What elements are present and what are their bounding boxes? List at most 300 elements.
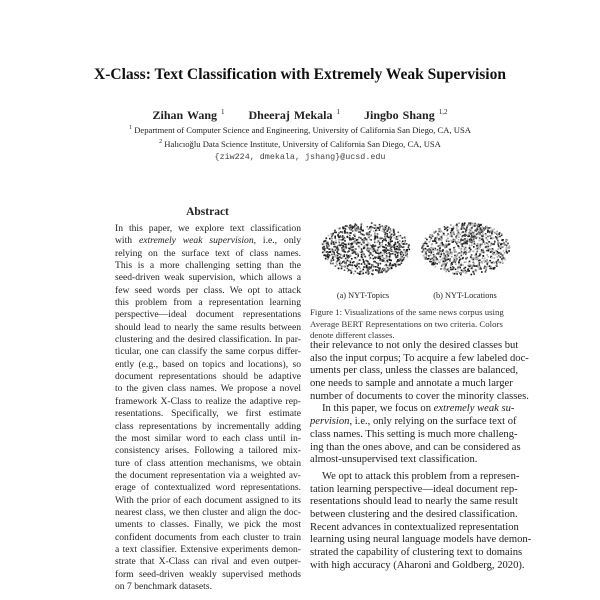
scatter-point xyxy=(350,245,352,247)
scatter-point xyxy=(428,255,430,257)
scatter-point xyxy=(348,227,350,229)
scatter-point xyxy=(361,224,363,226)
scatter-point xyxy=(331,254,333,256)
scatter-point xyxy=(340,231,342,233)
scatter-point xyxy=(379,229,381,231)
scatter-point xyxy=(506,249,508,251)
scatter-point xyxy=(379,224,381,226)
scatter-point xyxy=(444,234,446,236)
scatter-point xyxy=(379,260,381,262)
scatter-point xyxy=(496,265,498,267)
scatter-point xyxy=(356,268,358,270)
scatter-point xyxy=(498,256,500,258)
scatter-point xyxy=(447,226,449,228)
scatter-point xyxy=(456,271,458,273)
scatter-point xyxy=(455,225,457,227)
scatter-point xyxy=(454,251,456,253)
text-line: strated the capability of clustering text to domains xyxy=(310,547,523,558)
scatter-point xyxy=(390,241,392,243)
scatter-point xyxy=(461,255,463,257)
scatter-point xyxy=(326,237,328,239)
scatter-point xyxy=(379,242,381,244)
scatter-point xyxy=(401,242,403,244)
scatter-point xyxy=(360,228,362,230)
scatter-point xyxy=(483,234,485,236)
scatter-point xyxy=(481,251,483,253)
scatter-point xyxy=(395,249,397,251)
scatter-point xyxy=(347,251,349,253)
scatter-point xyxy=(337,259,339,261)
scatter-point xyxy=(351,248,353,250)
scatter-point xyxy=(491,251,493,253)
scatter-point xyxy=(376,270,378,272)
scatter-point xyxy=(482,249,484,251)
scatter-point xyxy=(349,254,351,256)
scatter-point xyxy=(501,235,503,237)
scatter-point xyxy=(435,266,437,268)
scatter-point xyxy=(462,264,464,266)
scatter-point xyxy=(435,249,437,251)
scatter-point xyxy=(351,258,353,260)
scatter-point xyxy=(347,256,349,258)
text-line: ing than the ones above, and can be considered as xyxy=(310,441,521,453)
scatter-point xyxy=(369,231,371,233)
scatter-point xyxy=(432,240,434,242)
scatter-point xyxy=(352,265,354,267)
scatter-point xyxy=(459,267,461,269)
scatter-point xyxy=(345,258,347,260)
scatter-point xyxy=(438,228,440,230)
scatter-point xyxy=(366,233,368,235)
scatter-point xyxy=(342,255,344,257)
scatter-point xyxy=(465,254,467,256)
scatter-point xyxy=(461,243,463,245)
scatter-point xyxy=(469,247,471,249)
scatter-point xyxy=(449,258,451,260)
figure-nyt-topics-scatter xyxy=(318,212,413,287)
scatter-point xyxy=(342,250,344,252)
scatter-point xyxy=(369,255,371,257)
scatter-point xyxy=(346,225,348,227)
scatter-point xyxy=(451,236,453,238)
scatter-point xyxy=(447,233,449,235)
scatter-point xyxy=(324,240,326,242)
scatter-point xyxy=(443,253,445,255)
scatter-point xyxy=(339,253,341,255)
scatter-point xyxy=(342,266,344,268)
scatter-point xyxy=(374,249,376,251)
scatter-point xyxy=(354,241,356,243)
scatter-point xyxy=(444,226,446,228)
scatter-point xyxy=(338,236,340,238)
scatter-point xyxy=(364,245,366,247)
scatter-point xyxy=(492,248,494,250)
scatter-point xyxy=(434,262,436,264)
scatter-point xyxy=(360,268,362,270)
scatter-point xyxy=(468,262,470,264)
text-line: a text classifier. Extensive experiments demon- xyxy=(115,543,301,555)
scatter-point xyxy=(353,273,355,275)
scatter-point xyxy=(463,254,465,256)
scatter-point xyxy=(475,258,477,260)
scatter-point xyxy=(440,268,442,270)
scatter-point xyxy=(485,234,487,236)
scatter-point xyxy=(431,251,433,253)
scatter-point xyxy=(482,240,484,242)
scatter-point xyxy=(398,264,400,266)
scatter-point xyxy=(500,252,502,254)
scatter-point xyxy=(393,229,395,231)
scatter-point xyxy=(503,243,505,245)
scatter-point xyxy=(398,232,400,234)
scatter-point xyxy=(375,225,377,227)
scatter-point xyxy=(332,256,334,258)
scatter-point xyxy=(495,236,497,238)
scatter-point xyxy=(387,269,389,271)
scatter-point xyxy=(470,249,472,251)
scatter-point xyxy=(483,229,485,231)
scatter-point xyxy=(374,227,376,229)
scatter-point xyxy=(385,228,387,230)
scatter-point xyxy=(331,237,333,239)
scatter-point xyxy=(458,236,460,238)
scatter-point xyxy=(405,243,407,245)
abstract-body xyxy=(115,223,301,593)
scatter-point xyxy=(391,234,393,236)
scatter-point xyxy=(363,261,365,263)
scatter-point xyxy=(363,266,365,268)
text-line: ticular, one can classify the same corpus differ- xyxy=(115,346,301,358)
scatter-point xyxy=(364,256,366,258)
scatter-point xyxy=(393,245,395,247)
scatter-point xyxy=(477,251,479,253)
scatter-point xyxy=(432,235,434,237)
scatter-point xyxy=(339,264,341,266)
scatter-point xyxy=(456,235,458,237)
scatter-point xyxy=(466,240,468,242)
scatter-point xyxy=(487,236,489,238)
scatter-point xyxy=(451,234,453,236)
scatter-point xyxy=(470,256,472,258)
scatter-point xyxy=(357,255,359,257)
scatter-point xyxy=(487,248,489,250)
scatter-point xyxy=(383,247,385,249)
scatter-point xyxy=(343,260,345,262)
scatter-point xyxy=(342,245,344,247)
scatter-point xyxy=(389,245,391,247)
scatter-point xyxy=(451,256,453,258)
scatter-point xyxy=(450,267,452,269)
scatter-point xyxy=(473,246,475,248)
scatter-point xyxy=(462,223,464,225)
scatter-point xyxy=(432,248,434,250)
scatter-point xyxy=(440,256,442,258)
scatter-point xyxy=(377,250,379,252)
scatter-point xyxy=(345,228,347,230)
scatter-point xyxy=(342,226,344,228)
scatter-point xyxy=(482,235,484,237)
scatter-point xyxy=(354,257,356,259)
scatter-point xyxy=(371,266,373,268)
scatter-point xyxy=(390,260,392,262)
scatter-point xyxy=(452,228,454,230)
text-line: tation learning perspective—ideal document rep- xyxy=(310,483,518,495)
scatter-point xyxy=(368,228,370,230)
text-line: relying on the surface text of class names. xyxy=(115,247,301,259)
scatter-point xyxy=(345,244,347,246)
scatter-point xyxy=(497,240,499,242)
scatter-point xyxy=(500,256,502,258)
author-list xyxy=(0,108,600,123)
scatter-point xyxy=(482,232,484,234)
text-line: few seed words per class. We opt to attack xyxy=(115,284,301,296)
scatter-point xyxy=(333,241,335,243)
scatter-point xyxy=(357,257,359,259)
scatter-point xyxy=(457,267,459,269)
scatter-point xyxy=(478,248,480,250)
scatter-point xyxy=(435,241,437,243)
scatter-point xyxy=(400,236,402,238)
scatter-point xyxy=(330,261,332,263)
scatter-point xyxy=(439,262,441,264)
scatter-point xyxy=(370,267,372,269)
scatter-point xyxy=(325,258,327,260)
scatter-point xyxy=(390,237,392,239)
scatter-point xyxy=(352,247,354,249)
scatter-point xyxy=(474,236,476,238)
text-line: resentations should lead to nearly the same result xyxy=(310,496,518,508)
scatter-point xyxy=(338,240,340,242)
scatter-point xyxy=(441,245,443,247)
scatter-point xyxy=(400,257,402,259)
scatter-point xyxy=(457,245,459,247)
scatter-point xyxy=(453,247,455,249)
scatter-point xyxy=(487,239,489,241)
scatter-point xyxy=(491,232,493,234)
scatter-point xyxy=(386,257,388,259)
scatter-point xyxy=(384,251,386,253)
scatter-point xyxy=(388,227,390,229)
scatter-point xyxy=(455,251,457,253)
scatter-point xyxy=(479,237,481,239)
scatter-point xyxy=(338,257,340,259)
scatter-point xyxy=(442,234,444,236)
scatter-point xyxy=(481,261,483,263)
scatter-point xyxy=(465,257,467,259)
scatter-point xyxy=(349,228,351,230)
scatter-point xyxy=(391,250,393,252)
scatter-point xyxy=(330,233,332,235)
scatter-point xyxy=(326,246,328,248)
scatter-point xyxy=(442,249,444,251)
scatter-point xyxy=(426,243,428,245)
scatter-point xyxy=(485,237,487,239)
scatter-point xyxy=(509,245,511,247)
scatter-point xyxy=(493,252,495,254)
scatter-point xyxy=(344,269,346,271)
scatter-point xyxy=(497,236,499,238)
scatter-point xyxy=(476,245,478,247)
scatter-point xyxy=(345,264,347,266)
scatter-point xyxy=(386,253,388,255)
scatter-point xyxy=(471,236,473,238)
scatter-point xyxy=(379,269,381,271)
scatter-point xyxy=(437,251,439,253)
scatter-point xyxy=(334,253,336,255)
scatter-point xyxy=(391,245,393,247)
scatter-point xyxy=(349,235,351,237)
scatter-point xyxy=(435,231,437,233)
scatter-point xyxy=(396,261,398,263)
scatter-point xyxy=(499,232,501,234)
scatter-point xyxy=(361,244,363,246)
scatter-point xyxy=(386,230,388,232)
scatter-point xyxy=(431,257,433,259)
scatter-point xyxy=(438,239,440,241)
scatter-point xyxy=(359,251,361,253)
scatter-point xyxy=(427,245,429,247)
text-line: number of documents to cover the minority classes. xyxy=(310,390,529,402)
scatter-point xyxy=(435,239,437,241)
scatter-point xyxy=(448,259,450,261)
scatter-point xyxy=(385,232,387,234)
scatter-point xyxy=(490,230,492,232)
scatter-point xyxy=(370,253,372,255)
scatter-point xyxy=(482,226,484,228)
scatter-point xyxy=(350,262,352,264)
scatter-point xyxy=(374,233,376,235)
scatter-point xyxy=(425,238,427,240)
scatter-point xyxy=(395,242,397,244)
scatter-point xyxy=(465,232,467,234)
scatter-point xyxy=(387,245,389,247)
scatter-point xyxy=(352,230,354,232)
scatter-point xyxy=(465,261,467,263)
scatter-point xyxy=(376,236,378,238)
scatter-point xyxy=(472,233,474,235)
scatter-point xyxy=(324,254,326,256)
scatter-point xyxy=(395,238,397,240)
scatter-point xyxy=(447,229,449,231)
scatter-point xyxy=(350,224,352,226)
scatter-point xyxy=(486,242,488,244)
scatter-point xyxy=(397,256,399,258)
scatter-point xyxy=(497,259,499,261)
scatter-point xyxy=(395,255,397,257)
scatter-point xyxy=(493,228,495,230)
scatter-point xyxy=(379,244,381,246)
scatter-point xyxy=(339,244,341,246)
scatter-point xyxy=(350,232,352,234)
scatter-point xyxy=(341,263,343,265)
scatter-point xyxy=(431,243,433,245)
scatter-point xyxy=(479,262,481,264)
scatter-point xyxy=(473,257,475,259)
scatter-point xyxy=(372,270,374,272)
text-line: In this paper, we explore text classification xyxy=(115,223,301,234)
scatter-point xyxy=(335,265,337,267)
scatter-point xyxy=(441,265,443,267)
scatter-point xyxy=(471,274,473,276)
scatter-point xyxy=(370,226,372,228)
scatter-point xyxy=(483,260,485,262)
scatter-point xyxy=(477,233,479,235)
scatter-point xyxy=(461,236,463,238)
scatter-point xyxy=(481,243,483,245)
scatter-point xyxy=(366,240,368,242)
scatter-point xyxy=(335,242,337,244)
scatter-point xyxy=(395,246,397,248)
scatter-point xyxy=(352,237,354,239)
scatter-point xyxy=(351,244,353,246)
scatter-point xyxy=(338,268,340,270)
scatter-point xyxy=(492,231,494,233)
scatter-point xyxy=(482,257,484,259)
scatter-point xyxy=(444,267,446,269)
scatter-point xyxy=(490,242,492,244)
scatter-point xyxy=(354,252,356,254)
scatter-point xyxy=(368,233,370,235)
scatter-point xyxy=(373,246,375,248)
scatter-point xyxy=(366,265,368,267)
scatter-point xyxy=(377,263,379,265)
scatter-point xyxy=(332,257,334,259)
scatter-point xyxy=(387,261,389,263)
scatter-point xyxy=(486,268,488,270)
text-line: document representations should be adaptive xyxy=(115,371,301,383)
scatter-point xyxy=(471,268,473,270)
body-text xyxy=(310,340,532,572)
scatter-point xyxy=(422,246,424,248)
scatter-point xyxy=(332,263,334,265)
scatter-point xyxy=(399,264,401,266)
scatter-point xyxy=(498,247,500,249)
scatter-point xyxy=(469,231,471,233)
scatter-point xyxy=(464,249,466,251)
scatter-point xyxy=(341,247,343,249)
scatter-point xyxy=(366,266,368,268)
scatter-point xyxy=(365,272,367,274)
text-line: between clustering and the desired classification. xyxy=(310,508,518,520)
scatter-point xyxy=(423,243,425,245)
scatter-point xyxy=(387,256,389,258)
scatter-point xyxy=(450,224,452,226)
scatter-point xyxy=(433,260,435,262)
scatter-point xyxy=(493,262,495,264)
scatter-point xyxy=(332,233,334,235)
scatter-point xyxy=(347,260,349,262)
scatter-point xyxy=(342,236,344,238)
scatter-point xyxy=(362,259,364,261)
scatter-point xyxy=(448,254,450,256)
scatter-point xyxy=(345,225,347,227)
scatter-point xyxy=(326,241,328,243)
scatter-point xyxy=(322,244,324,246)
scatter-point xyxy=(443,255,445,257)
scatter-point xyxy=(343,247,345,249)
scatter-point xyxy=(496,238,498,240)
scatter-point xyxy=(369,258,371,260)
scatter-point xyxy=(352,262,354,264)
scatter-point xyxy=(428,258,430,260)
scatter-point xyxy=(466,271,468,273)
scatter-point xyxy=(331,236,333,238)
scatter-point xyxy=(379,267,381,269)
scatter-point xyxy=(381,225,383,227)
scatter-point xyxy=(462,226,464,228)
scatter-point xyxy=(435,257,437,259)
scatter-point xyxy=(392,265,394,267)
